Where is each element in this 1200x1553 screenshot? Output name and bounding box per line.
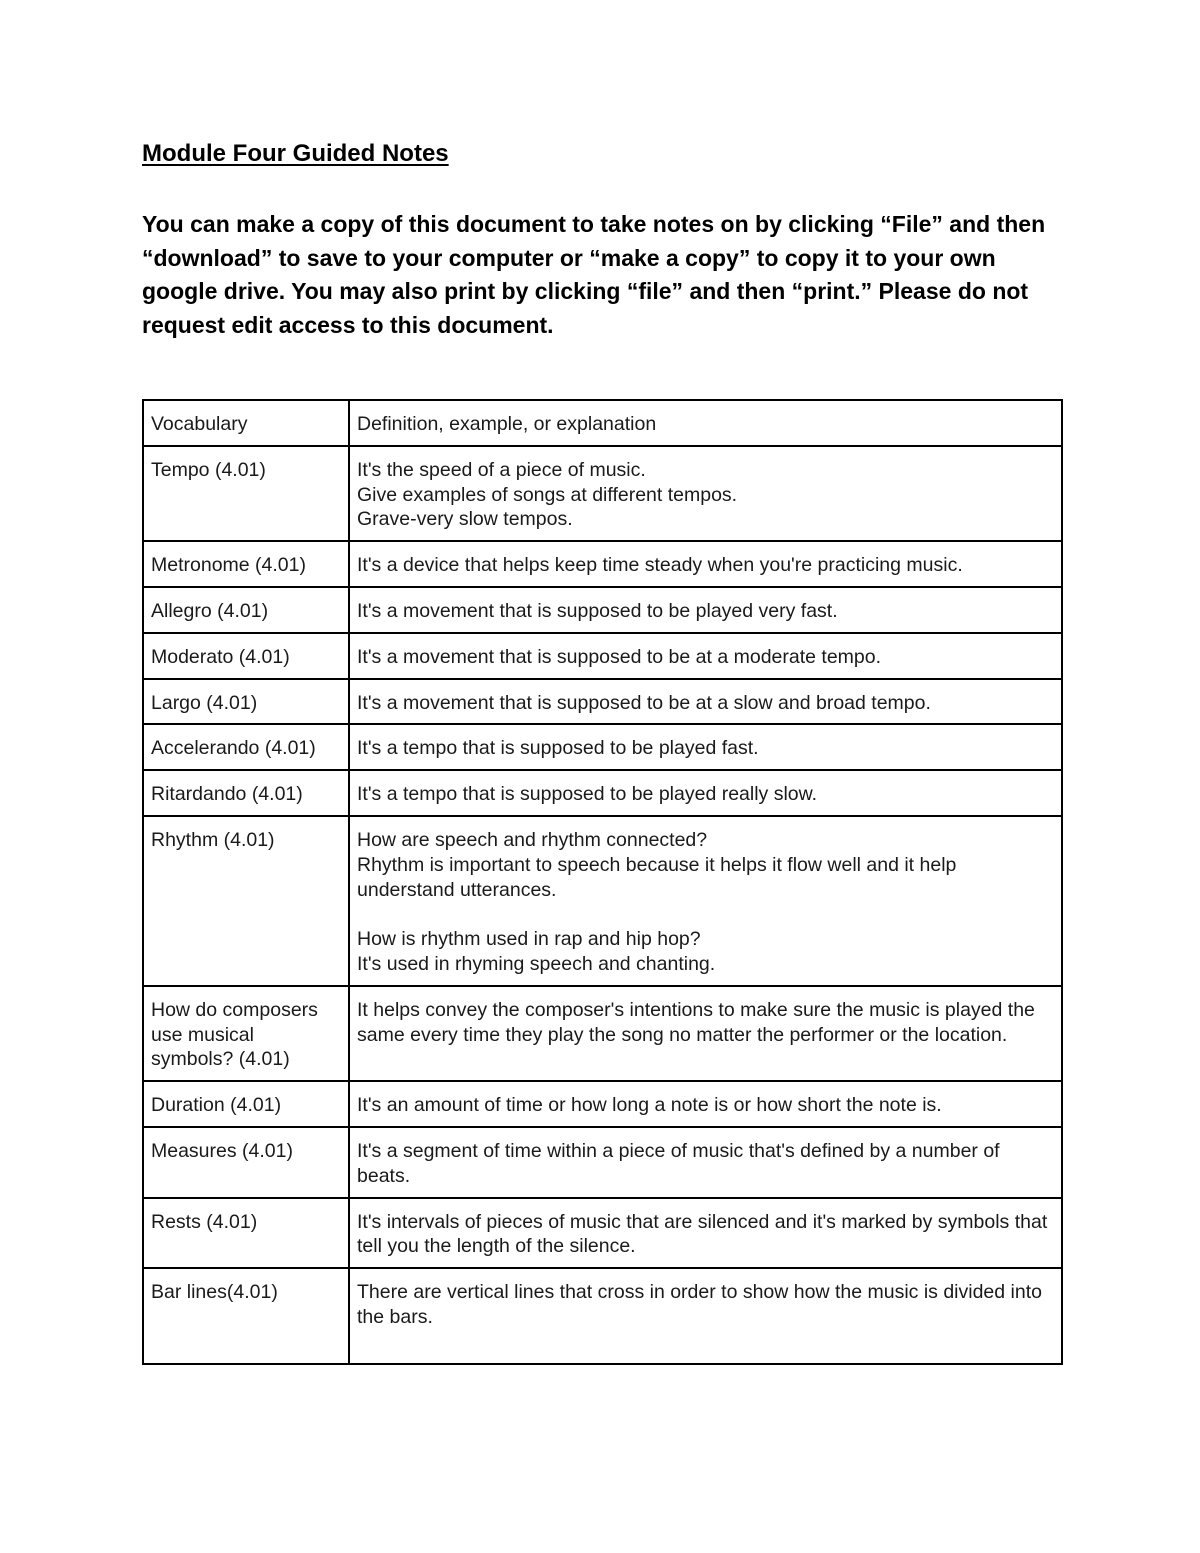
vocabulary-term: Metronome (4.01) [143, 541, 349, 587]
vocabulary-term: Moderato (4.01) [143, 633, 349, 679]
definition-line: It's the speed of a piece of music. [357, 458, 646, 481]
definition-cell [349, 541, 1062, 587]
definition-line: How are speech and rhythm connected? [357, 828, 708, 851]
definition-cell [349, 770, 1062, 816]
table-row [143, 587, 1062, 633]
vocabulary-term: Allegro (4.01) [143, 587, 349, 633]
definition-cell [349, 587, 1062, 633]
table-row [143, 633, 1062, 679]
table-row [143, 1081, 1062, 1127]
definition-cell [349, 1268, 1062, 1363]
definition-line: It's a tempo that is supposed to be played fast. [357, 737, 759, 760]
blank-line [357, 1330, 1054, 1355]
vocabulary-term: Bar lines(4.01) [143, 1268, 349, 1363]
table-row [143, 1198, 1062, 1269]
vocabulary-term: Rests (4.01) [143, 1198, 349, 1269]
table-row [143, 724, 1062, 770]
intro-paragraph: You can make a copy of this document to take notes on by clicking “File” and then “download” to save to your computer or “make a copy” to copy it to your own google drive. You may also print by clicking “file” and then “print.” Please do not request edit access to this document. [142, 211, 1046, 338]
vocabulary-term: Rhythm (4.01) [143, 816, 349, 986]
vocabulary-term: Ritardando (4.01) [143, 770, 349, 816]
table-row [143, 770, 1062, 816]
definition-line: How is rhythm used in rap and hip hop? [357, 928, 701, 951]
definition-cell [349, 724, 1062, 770]
definition-cell [349, 1081, 1062, 1127]
definition-line: It's a movement that is supposed to be played very fast. [357, 599, 838, 622]
table-row [143, 679, 1062, 725]
blank-line [357, 902, 1054, 927]
definition-cell [349, 446, 1062, 541]
definition-line: It's a segment of time within a piece of music that's defined by a number of beats. [357, 1139, 1006, 1187]
vocabulary-term: Accelerando (4.01) [143, 724, 349, 770]
header-vocabulary: Vocabulary [143, 400, 349, 446]
definition-line: It's an amount of time or how long a note is or how short the note is. [357, 1094, 942, 1117]
definition-cell [349, 679, 1062, 725]
table-row [143, 1127, 1062, 1198]
vocabulary-term: Duration (4.01) [143, 1081, 349, 1127]
definition-cell [349, 986, 1062, 1081]
table-row [143, 1268, 1062, 1363]
table-body [143, 446, 1062, 1364]
vocabulary-term: Largo (4.01) [143, 679, 349, 725]
vocabulary-table [142, 399, 1063, 1365]
table-row [143, 541, 1062, 587]
definition-line: It's a device that helps keep time steady when you're practicing music. [357, 554, 963, 577]
header-definition: Definition, example, or explanation [349, 400, 1062, 446]
definition-cell [349, 633, 1062, 679]
vocabulary-term: How do composers use musical symbols? (4.01) [143, 986, 349, 1081]
definition-cell [349, 1198, 1062, 1269]
definition-line: Rhythm is important to speech because it helps it flow well and it help understand utterances. [357, 853, 962, 901]
definition-line: It helps convey the composer's intentions to make sure the music is played the same every time they play the song no matter the performer or the location. [357, 998, 1041, 1046]
definition-cell [349, 1127, 1062, 1198]
definition-line: It's a movement that is supposed to be at a slow and broad tempo. [357, 691, 931, 714]
definition-line: It's used in rhyming speech and chanting. [357, 952, 716, 975]
table-row [143, 816, 1062, 986]
table-row [143, 446, 1062, 541]
definition-cell [349, 816, 1062, 986]
page-title: Module Four Guided Notes [142, 140, 449, 167]
definition-line: Grave-very slow tempos. [357, 508, 573, 531]
definition-line: It's a movement that is supposed to be at a moderate tempo. [357, 645, 882, 668]
vocabulary-term: Tempo (4.01) [143, 446, 349, 541]
definition-line: Give examples of songs at different tempos. [357, 483, 738, 506]
definition-line: There are vertical lines that cross in order to show how the music is divided into the bars. [357, 1281, 1048, 1328]
definition-line: It's intervals of pieces of music that are silenced and it's marked by symbols that tell you the length of the silence. [357, 1210, 1053, 1258]
definition-line: It's a tempo that is supposed to be played really slow. [357, 783, 818, 806]
vocabulary-term: Measures (4.01) [143, 1127, 349, 1198]
table-header-row [143, 400, 1062, 446]
table-row [143, 986, 1062, 1081]
